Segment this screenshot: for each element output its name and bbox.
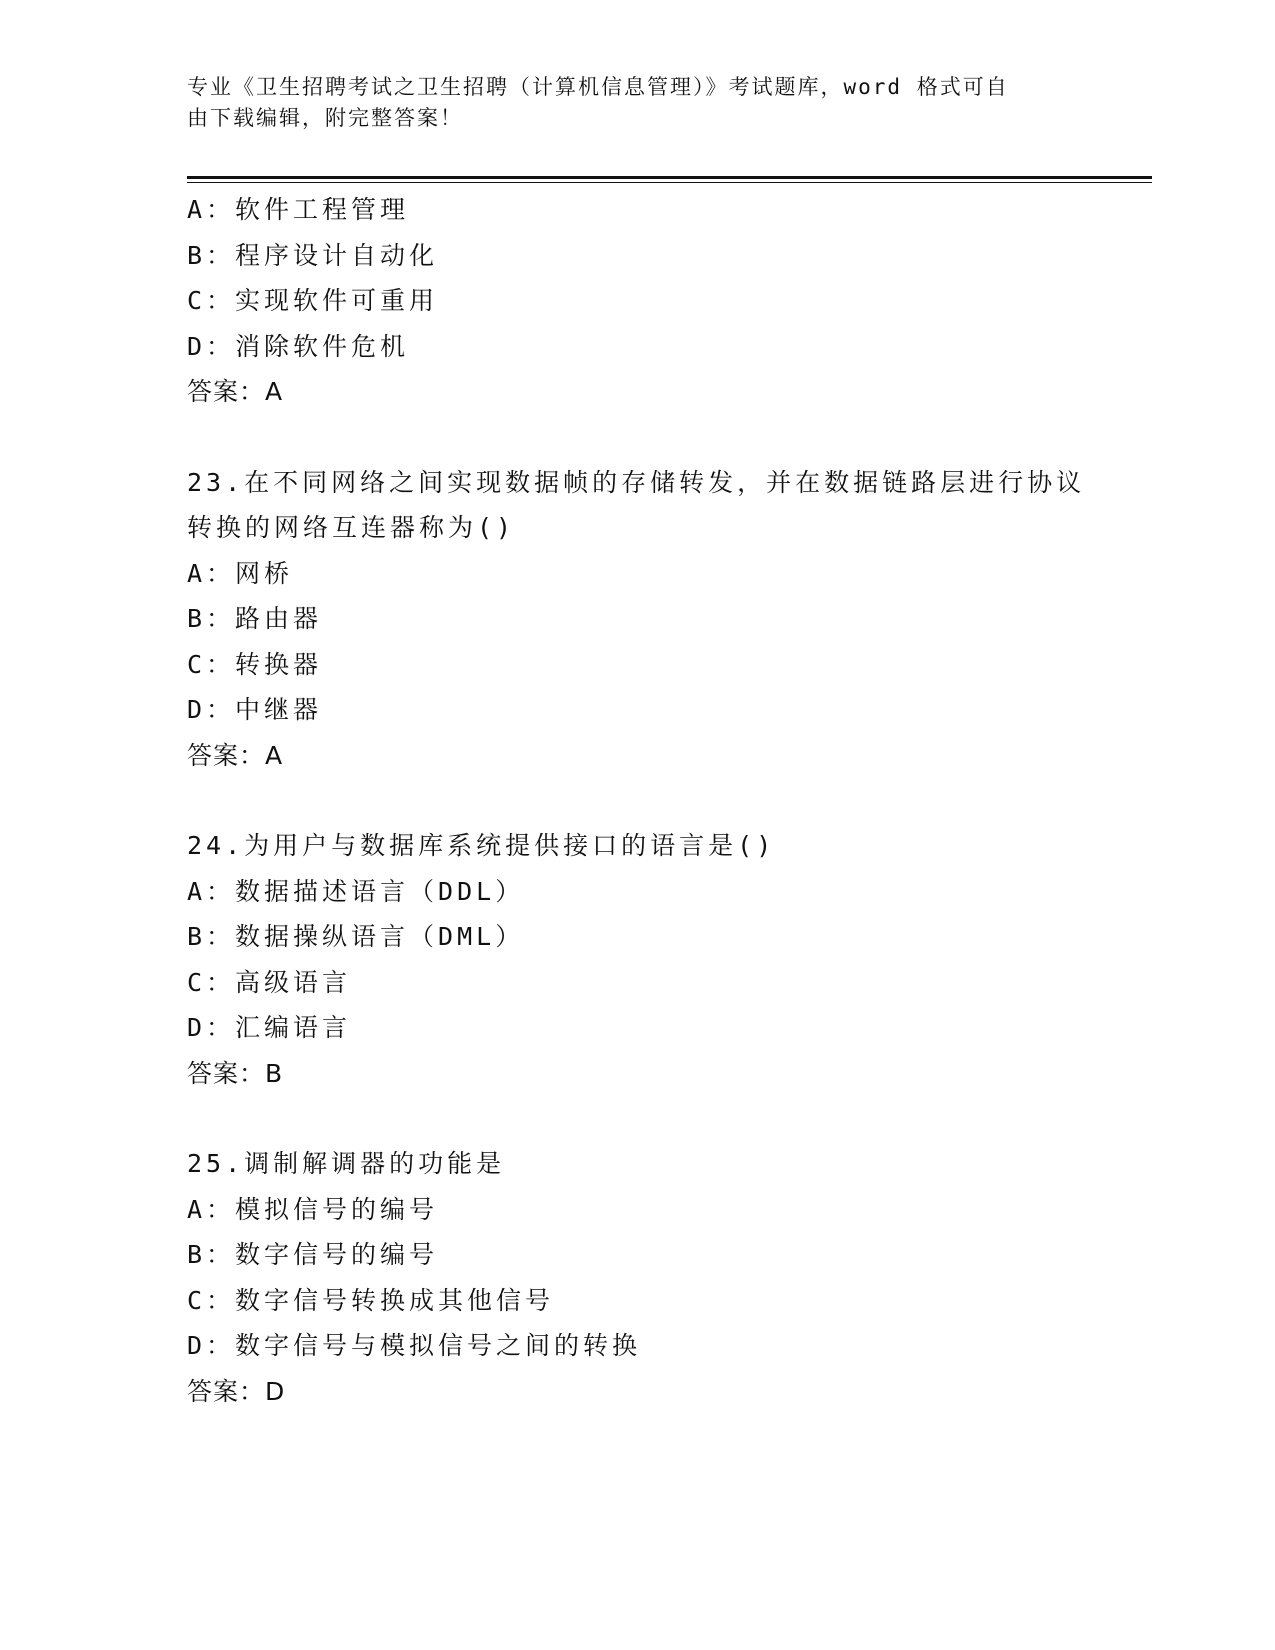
question-stem-continued: 转换的网络互连器称为() [187, 513, 516, 542]
answer-line: 答案：A [187, 377, 284, 406]
header-divider-thin [187, 182, 1152, 183]
option-a: A：网桥 [187, 558, 294, 588]
question-spacer [187, 1096, 1152, 1141]
option-a: A：软件工程管理 [187, 195, 410, 224]
document-header [187, 72, 1067, 134]
answer-line: 答案：A [187, 740, 284, 770]
header-line-2: 由下载编辑，附完整答案！ [187, 106, 463, 130]
question-stem: 23.在不同网络之间实现数据帧的存储转发，并在数据链路层进行协议 [187, 467, 1086, 497]
question-22 [187, 187, 1152, 415]
option-b: B：数据操纵语言（DML） [187, 922, 525, 951]
header-divider-thick [187, 176, 1152, 179]
option-d: D：数字信号与模拟信号之间的转换 [187, 1331, 642, 1360]
question-stem: 24.为用户与数据库系统提供接口的语言是() [187, 831, 776, 860]
question-list [187, 187, 1152, 1414]
option-b: B：路由器 [187, 604, 323, 633]
answer-line: 答案：B [187, 1058, 284, 1088]
option-c: C：转换器 [187, 649, 323, 679]
option-a: A：数据描述语言（DDL） [187, 876, 525, 906]
question-spacer [187, 415, 1152, 460]
question-stem: 25.调制解调器的功能是 [187, 1149, 506, 1178]
option-b: B：程序设计自动化 [187, 240, 439, 270]
option-c: C：实现软件可重用 [187, 286, 439, 315]
option-d: D：汇编语言 [187, 1013, 352, 1042]
question-23 [187, 460, 1152, 779]
option-d: D：消除软件危机 [187, 331, 410, 361]
option-a: A：模拟信号的编号 [187, 1194, 439, 1224]
option-b: B：数字信号的编号 [187, 1240, 439, 1269]
question-24 [187, 823, 1152, 1096]
option-c: C：高级语言 [187, 967, 352, 997]
question-25 [187, 1141, 1152, 1414]
header-line-1: 专业《卫生招聘考试之卫生招聘（计算机信息管理）》考试题库，word 格式可自 [187, 75, 1009, 99]
option-d: D：中继器 [187, 695, 323, 724]
answer-line: 答案：D [187, 1376, 286, 1406]
question-spacer [187, 778, 1152, 823]
option-c: C：数字信号转换成其他信号 [187, 1285, 555, 1315]
